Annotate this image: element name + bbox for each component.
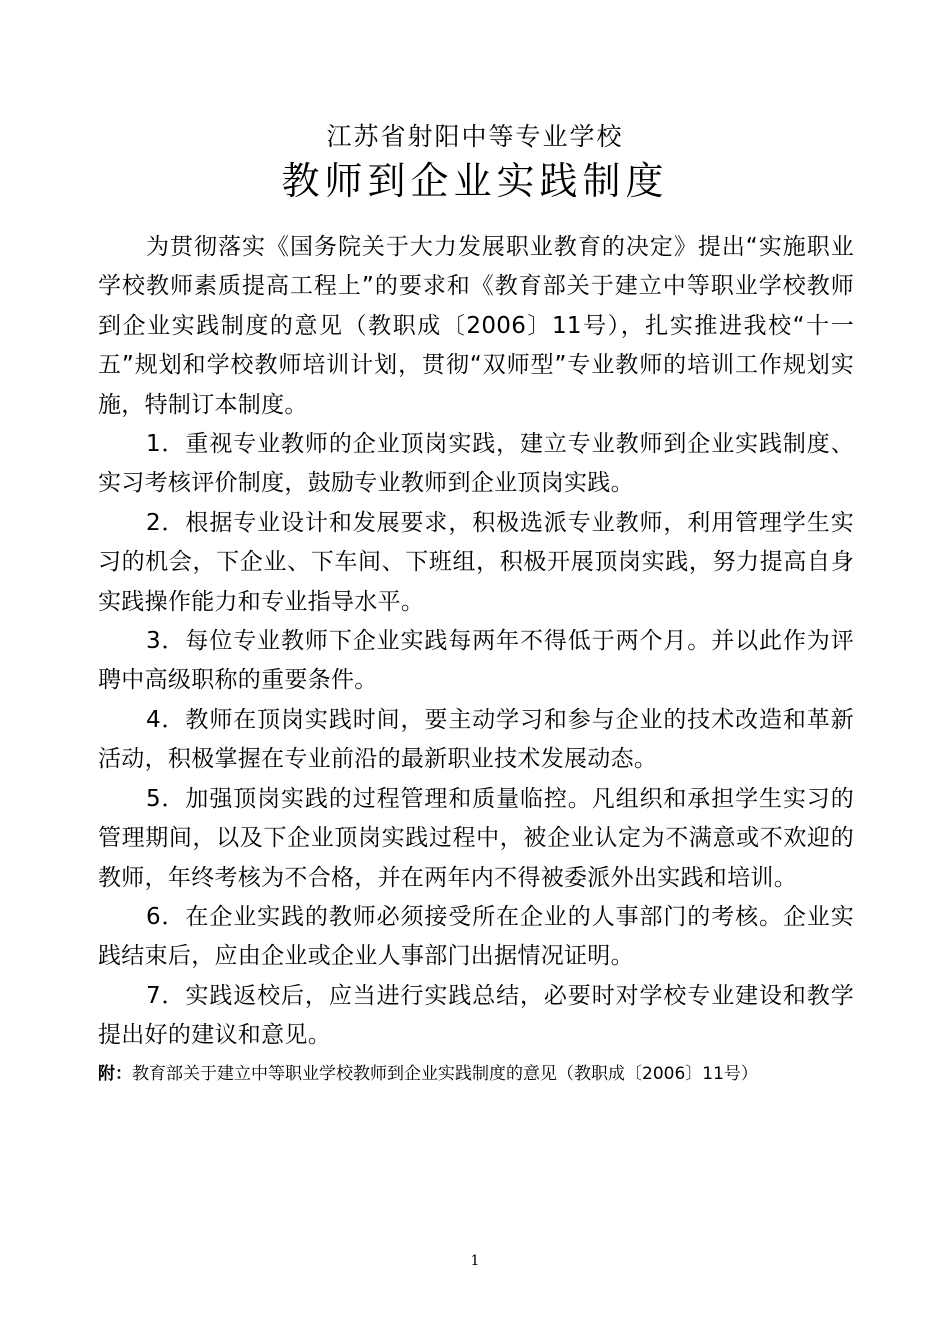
rule-paragraph-4: 4．教师在顶岗实践时间，要主动学习和参与企业的技术改造和革新活动，积极掌握在专业前沿的最新职业技术发展动态。 bbox=[98, 706, 854, 773]
intro-paragraph: 为贯彻落实《国务院关于大力发展职业教育的决定》提出“实施职业学校教师素质提高工程上”的要求和《教育部关于建立中等职业学校教师到企业实践制度的意见（教职成〔2006〕11号），扎实推进我校“十一五”规划和学校教师培训计划，贯彻“双师型”专业教师的培训工作规划实施，特制订本制度。 bbox=[98, 234, 854, 418]
document-title: 教师到企业实践制度 bbox=[281, 159, 669, 203]
rule-paragraph-6: 6．在企业实践的教师必须接受所在企业的人事部门的考核。企业实践结束后，应由企业或企业人事部门出据情况证明。 bbox=[98, 903, 854, 970]
page-number: 1 bbox=[470, 1253, 480, 1269]
rule-paragraph-5: 5．加强顶岗实践的过程管理和质量临控。凡组织和承担学生实习的管理期间，以及下企业顶岗实践过程中，被企业认定为不满意或不欢迎的教师，年终考核为不合格，并在两年内不得被委派外出实践和培训。 bbox=[98, 785, 854, 891]
attachment-note bbox=[98, 1059, 898, 1089]
rule-paragraph-3: 3．每位专业教师下企业实践每两年不得低于两个月。并以此作为评聘中高级职称的重要条件。 bbox=[98, 628, 854, 694]
school-name: 江苏省射阳中等专业学校 bbox=[326, 122, 624, 151]
rule-paragraph-7: 7．实践返校后，应当进行实践总结，必要时对学校专业建设和教学提出好的建议和意见。 bbox=[98, 982, 854, 1049]
rule-paragraph-1: 1．重视专业教师的企业顶岗实践，建立专业教师到企业实践制度、实习考核评价制度，鼓励专业教师到企业顶岗实践。 bbox=[98, 431, 854, 497]
rule-paragraph-2: 2．根据专业设计和发展要求，积极选派专业教师，利用管理学生实习的机会，下企业、下车间、下班组，积极开展顶岗实践，努力提高自身实践操作能力和专业指导水平。 bbox=[98, 509, 854, 615]
attachment-text: 教育部关于建立中等职业学校教师到企业实践制度的意见（教职成〔2006〕11号） bbox=[132, 1064, 758, 1084]
attachment-label: 附： bbox=[98, 1064, 132, 1084]
document-body bbox=[98, 228, 854, 1056]
